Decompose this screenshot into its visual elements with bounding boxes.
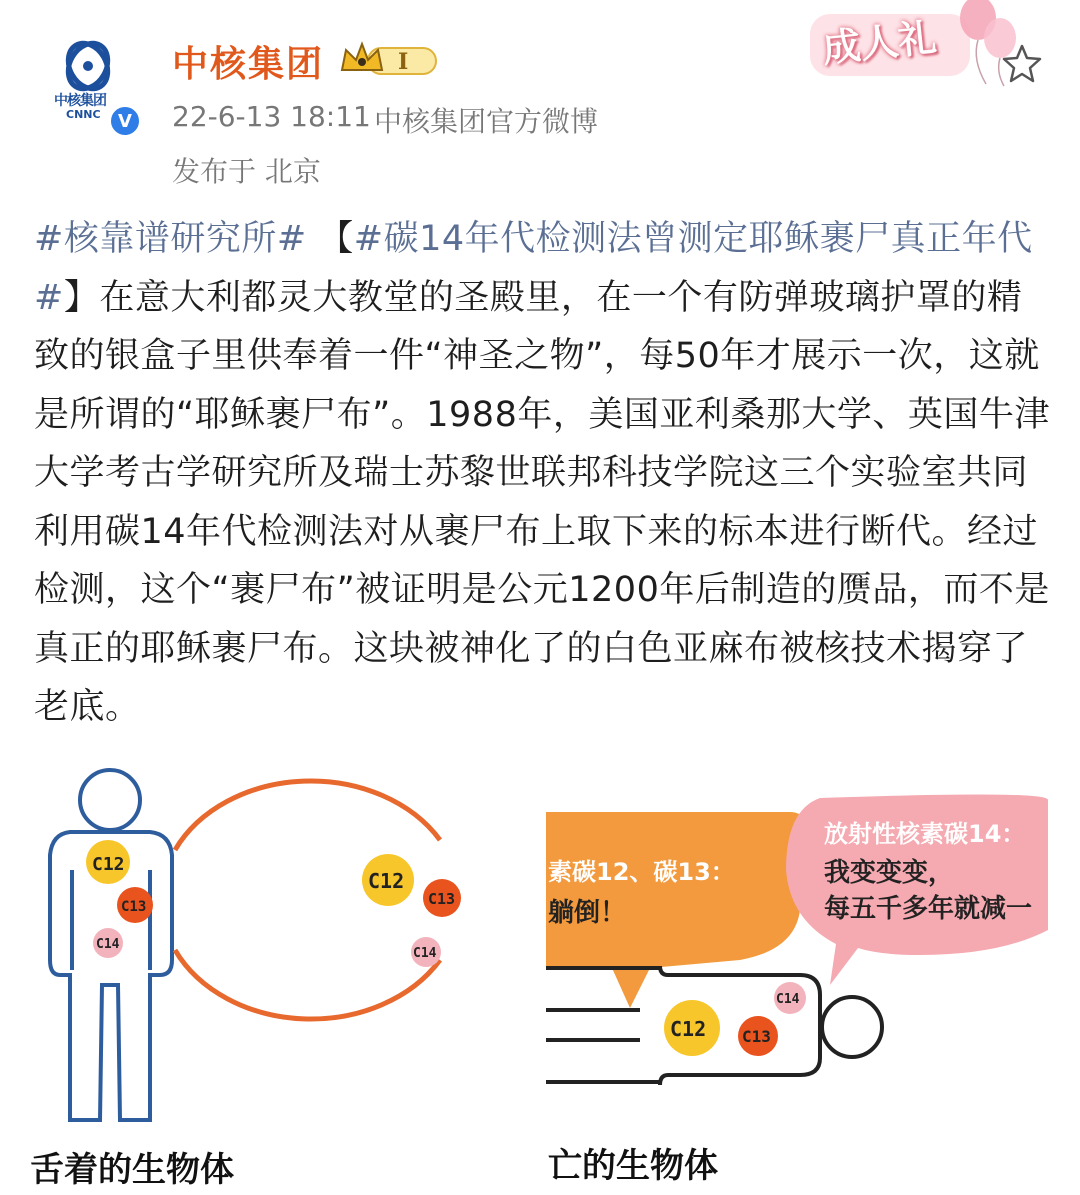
hashtag-link[interactable]: #核靠谱研究所#	[34, 219, 307, 259]
atom-label-c12: C12	[670, 1017, 707, 1041]
bubble-right-title: 放射性核素碳14：	[824, 820, 1026, 848]
crown-badge-icon[interactable]	[338, 40, 438, 80]
hashtag-link[interactable]: #碳14年代检测法曾测定耶稣裹尸真正年代#	[34, 219, 1033, 318]
post-timestamp: 22-6-13 18:11	[172, 100, 371, 133]
bracket-open: 【	[306, 219, 354, 259]
bubble-right-line1: 我变变变，	[824, 858, 955, 888]
decoration-label: 成人礼	[820, 14, 939, 71]
post-location: 发布于 北京	[172, 155, 321, 188]
caption-dead: 亡的生物体	[548, 1146, 718, 1186]
user-name[interactable]: 中核集团	[172, 44, 325, 85]
post-body	[34, 210, 1054, 737]
avatar-text: 中核集团	[54, 93, 106, 109]
badge-level: I	[398, 49, 409, 75]
bubble-left-title: 素碳12、碳13：	[548, 858, 735, 886]
verified-icon: V	[108, 104, 142, 138]
caption-living: 舌着的生物体	[30, 1150, 234, 1190]
post-source[interactable]: 中核集团官方微博	[374, 105, 599, 138]
bubble-right-line2: 每五千多年就减一	[824, 894, 1033, 924]
atom-label-c14: C14	[96, 937, 120, 952]
avatar[interactable]	[40, 40, 140, 140]
atom-label-c13: C13	[742, 1027, 771, 1046]
atom-label-c13: C13	[121, 899, 147, 915]
atom-label-c14: C14	[413, 946, 437, 961]
bubble-left-line: 躺倒！	[548, 898, 627, 928]
avatar-subtext: CNNC	[66, 108, 101, 121]
atom-label-c14: C14	[776, 992, 800, 1007]
atom-label-c13: C13	[428, 890, 456, 908]
favorite-star-icon[interactable]	[1000, 42, 1044, 86]
post-text: 】在意大利都灵大教堂的圣殿里，在一个有防弹玻璃护罩的精致的银盒子里供奉着一件“神圣之物”，每50年才展示一次，这就是所谓的“耶稣裹尸布”。1988年，美国亚利桑那大学、英国牛津大学考古学研究所及瑞士苏黎世联邦科技学院这三个实验室共同利用碳14年代检测法对从裹尸布上取下来的标本进行断代。经过检测，这个“裹尸布”被证明是公元1200年后制造的赝品，而不是真正的耶稣裹尸布。这块被神化了的白色亚麻布被核技术揭穿了老底。	[34, 277, 1050, 727]
atom-label-c12: C12	[92, 854, 125, 875]
atom-label-c12: C12	[368, 869, 405, 893]
